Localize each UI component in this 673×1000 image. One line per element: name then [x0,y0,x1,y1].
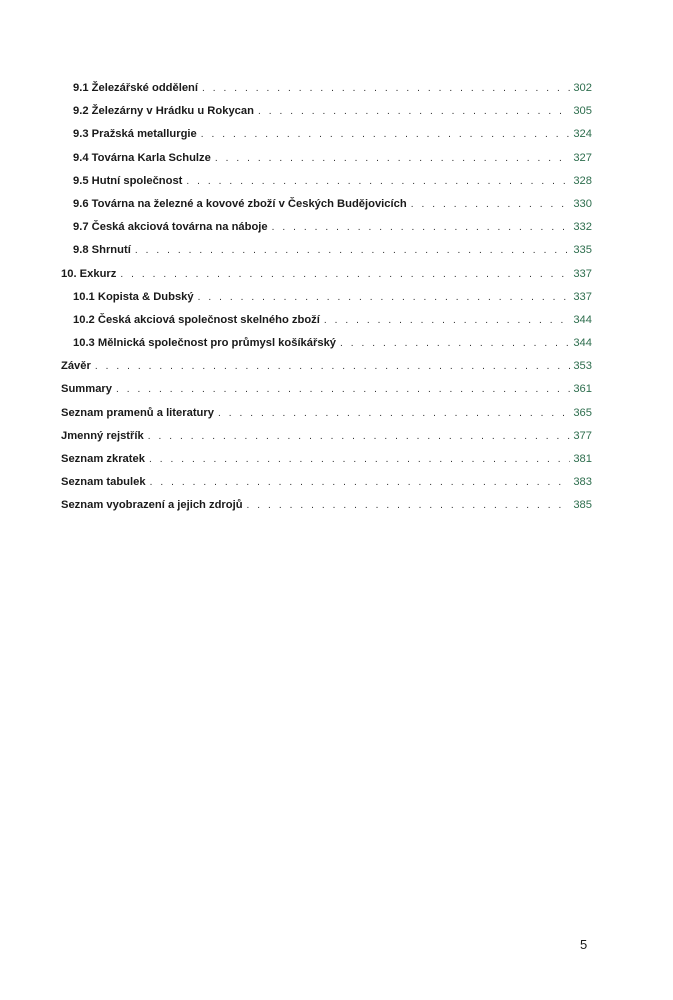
toc-entry-title: Závěr [61,360,91,373]
toc-entry[interactable] [61,239,592,262]
toc-entry-title: Seznam zkratek [61,453,145,465]
toc-entry-title: Seznam vyobrazení a jejich zdrojů [61,499,243,512]
toc-entry[interactable] [61,332,592,355]
toc-entry[interactable] [61,471,592,494]
toc-entry[interactable] [61,147,592,170]
toc-dot-leader [218,402,570,425]
page-number: 5 [580,937,588,952]
toc-entry-page: 344 [573,313,592,326]
toc-entry-page: 365 [573,406,592,419]
toc-entry[interactable] [61,494,592,517]
toc-dot-leader [186,170,570,193]
toc-entry-page: 361 [573,383,592,396]
toc-entry[interactable] [61,378,592,401]
toc-entry[interactable] [61,77,592,100]
toc-entry-title: 10.2 Česká akciová společnost skelného zboží [73,313,320,326]
toc-dot-leader [116,378,570,401]
toc-dot-leader [202,77,570,100]
toc-dot-leader [149,448,570,471]
toc-entry[interactable] [61,170,592,193]
toc-entry[interactable] [61,100,592,123]
toc-entry-title: 9.6 Továrna na železné a kovové zboží v Českých Budějovicích [73,197,407,210]
toc-entry-page: 337 [573,267,592,280]
toc-entry[interactable] [61,193,592,216]
toc-entry[interactable] [61,216,592,239]
toc-entry-page: 327 [573,151,592,164]
toc-entry[interactable] [61,448,592,471]
toc-entry-title: Jmenný rejstřík [61,429,144,442]
toc-entry[interactable] [61,286,592,309]
toc-entry-title: Seznam tabulek [61,476,146,489]
toc-dot-leader [135,239,571,262]
toc-entry-page: 381 [573,453,592,465]
toc-dot-leader [201,123,571,146]
toc-entry[interactable] [61,402,592,425]
toc-entry[interactable] [61,263,592,286]
toc-entry-page: 385 [573,499,592,512]
toc-dot-leader [95,355,570,378]
toc-dot-leader [215,147,571,170]
toc-entry-page: 383 [573,476,592,489]
table-of-contents [61,77,592,518]
toc-entry-page: 302 [573,82,592,94]
toc-entry-title: 9.8 Shrnutí [73,244,131,257]
toc-entry-page: 328 [573,174,592,187]
toc-dot-leader [340,332,570,355]
toc-entry-title: 10. Exkurz [61,267,117,280]
toc-entry-title: 9.2 Železárny v Hrádku u Rokycan [73,105,254,118]
toc-entry-page: 337 [573,290,592,303]
toc-dot-leader [324,309,570,332]
toc-entry-page: 377 [573,429,592,442]
toc-entry-title: 9.7 Česká akciová továrna na náboje [73,221,268,234]
toc-entry-page: 305 [573,105,592,118]
toc-dot-leader [150,471,571,494]
toc-dot-leader [247,494,571,517]
toc-entry-page: 335 [573,244,592,257]
toc-entry-title: 9.5 Hutní společnost [73,174,183,187]
toc-dot-leader [411,193,571,216]
toc-dot-leader [258,100,570,123]
toc-entry[interactable] [61,123,592,146]
toc-dot-leader [120,263,570,286]
toc-dot-leader [198,286,571,309]
toc-entry-title: 9.1 Železářské oddělení [73,82,198,94]
toc-entry-title: 10.3 Mělnická společnost pro průmysl košíkářský [73,337,337,350]
toc-entry[interactable] [61,355,592,378]
toc-entry-page: 344 [573,337,592,350]
toc-entry-title: 9.4 Továrna Karla Schulze [73,151,211,164]
toc-dot-leader [148,425,571,448]
toc-entry[interactable] [61,309,592,332]
toc-entry[interactable] [61,425,592,448]
toc-dot-leader [272,216,571,239]
toc-entry-page: 353 [573,360,592,373]
toc-entry-title: Summary [61,383,112,396]
toc-entry-title: 9.3 Pražská metallurgie [73,128,197,141]
toc-entry-page: 330 [573,197,592,210]
toc-entry-page: 332 [573,221,592,234]
toc-entry-title: Seznam pramenů a literatury [61,406,214,419]
toc-entry-title: 10.1 Kopista & Dubský [73,290,194,303]
toc-entry-page: 324 [573,128,592,141]
